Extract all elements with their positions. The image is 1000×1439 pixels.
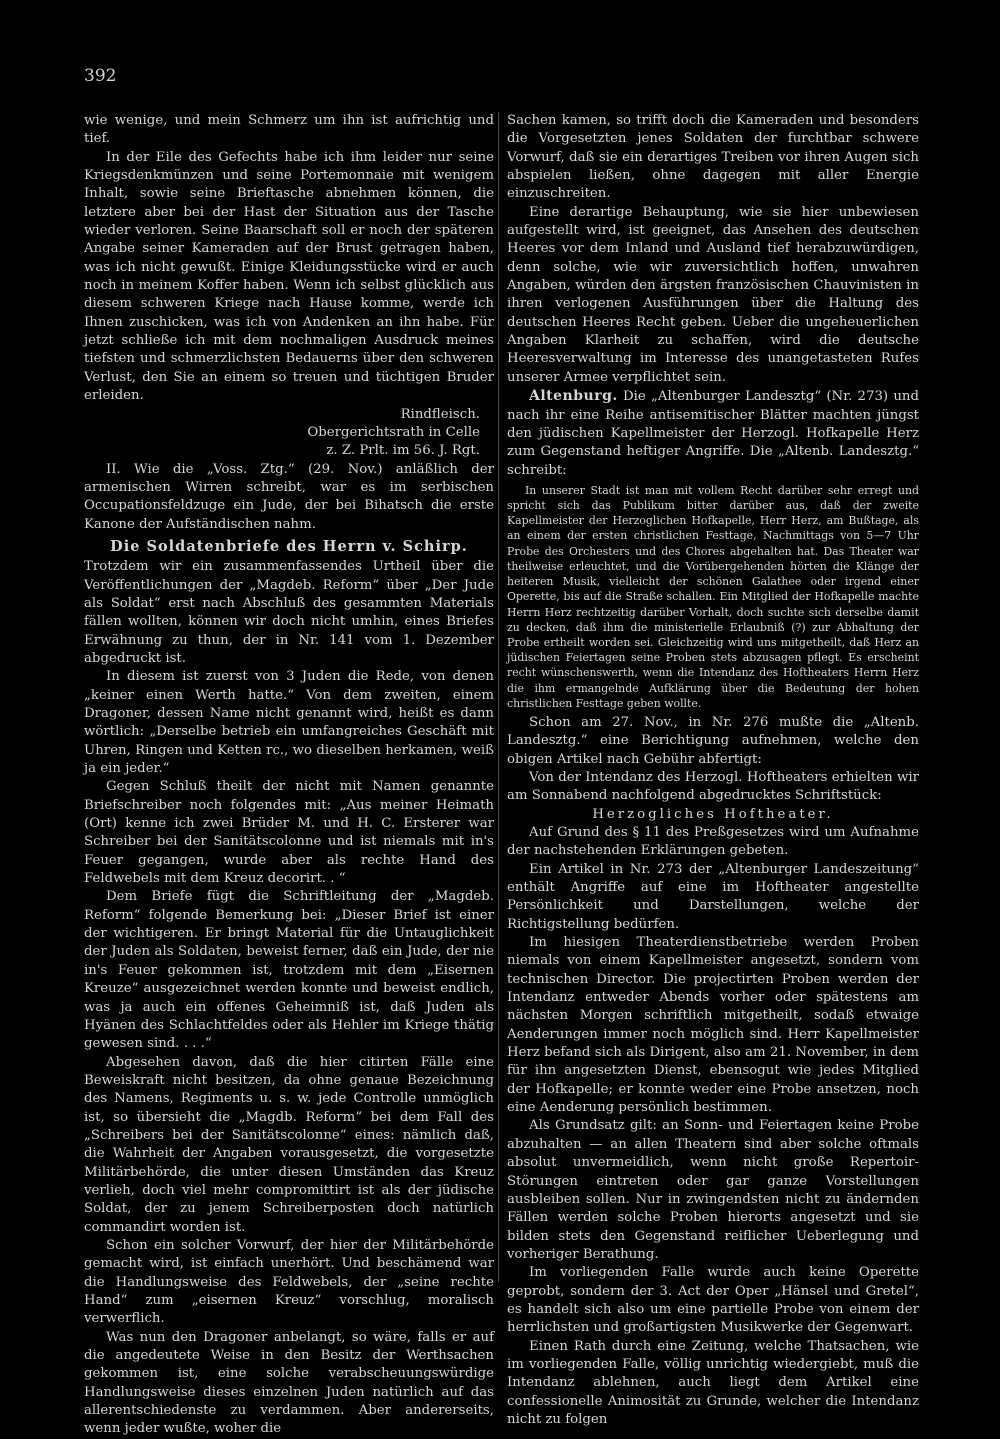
paragraph: Eine derartige Behauptung, wie sie hier unbewiesen aufgestellt wird, ist geeignet, das Ansehen des deutschen Heeres vor dem Inland und Ausland tief herabzuwürdigen, denn solche, wie wir zuversichtlich hoffen, unwahren Angaben, würden den ärgsten französischen Chauvinisten in ihren verlogenen Ausführungen über die Haltung des deutschen Heeres Recht geben. Ueber die ungeheuerlichen Angaben Klarheit zu schaffen, wird die deutsche Heeresverwaltung im Interesse des unangetasteten Rufes unserer Armee verpflichtet sein.: [507, 204, 919, 385]
paragraph: Ein Artikel in Nr. 273 der „Altenburger Landeszeitung“ enthält Angriffe auf eine im Hoftheater angestellte Persönlichkeit und Darstellungen, welche der Richtigstellung bedürfen.: [507, 861, 919, 932]
paragraph: Schon ein solcher Vorwurf, der hier der Militärbehörde gemacht wird, ist einfach unerhört. Und beschämend war die Handlungsweise des Feldwebels, der „seine rechte Hand“ zum „eisernen Kreuz“ vorschlug, moralisch verwerflich.: [84, 1237, 494, 1327]
paragraph: Auf Grund des § 11 des Preßgesetzes wird um Aufnahme der nachstehenden Erklärungen gebeten.: [507, 824, 919, 859]
signature-rank: z. Z. Prlt. im 56. J. Rgt.: [326, 443, 480, 459]
paragraph: Schon am 27. Nov., in Nr. 276 mußte die „Altenb. Landesztg.“ eine Berichtigung aufnehmen, welche den obigen Artikel nach Gebühr abfertigt:: [507, 714, 919, 767]
paragraph: Gegen Schluß theilt der nicht mit Namen genannte Briefschreiber noch folgendes mit: „Aus meiner Heimath (Ort) kenne ich zwei Brüder M. und H. C. Ersterer war Schreiber bei der Sanitätscolonne und ist niemals mit in's Feuer gegangen, wurde aber als rechte Hand des Feldwebels mit dem Kreuz decorirt. . “: [84, 779, 494, 887]
paragraph-text: Die „Altenburger Landesztg“ (Nr. 273) und nach ihr eine Reihe antisemitischer Blätter machten jüngst den jüdischen Kapellmeister der Herzogl. Hofkapelle Herz zum Gegenstand heftiger Angriffe. Die „Altenb. Landesztg.“ schreibt:: [507, 389, 919, 478]
paragraph: wie wenige, und mein Schmerz um ihn ist aufrichtig und tief.: [84, 113, 494, 147]
paragraph: Im vorliegenden Falle wurde auch keine Operette geprobt, sondern der 3. Act der Oper „Hänsel und Gretel“, es handelt sich also um eine partielle Probe von einem der herrlichsten und großartigsten Musikwerke der Gegenwart.: [507, 1265, 919, 1336]
paragraph: II. Wie die „Voss. Ztg.“ (29. Nov.) anläßlich der armenischen Wirren schreibt, war es im serbischen Occupationsfeldzuge ein Jude, der bei Bihatsch die erste Kanone der Aufständischen nahm.: [84, 461, 494, 532]
paragraph: Sachen kamen, so trifft doch die Kameraden und besonders die Vorgesetzten jenes Soldaten der furchtbar schwere Vorwurf, daß sie ein derartiges Treiben vor ihren Augen sich abspielen ließen, ohne dagegen mit aller Energie einzuschreiten.: [507, 113, 919, 202]
paragraph: Als Grundsatz gilt: an Sonn- und Feiertagen keine Probe abzuhalten — an allen Theatern sind aber solche oftmals absolut unvermeidlich, wenn nicht große Repertoir-Störungen eintreten oder gar ganze Vorstellungen ausbleiben sollen. Nur in zwingendsten nicht zu ändernden Fällen werden solche Proben hierorts angesetzt und sie bilden stets den Gegenstand reiflicher Ueberlegung und vorheriger Berathung.: [507, 1118, 919, 1262]
paragraph: Einen Rath durch eine Zeitung, welche Thatsachen, wie im vorliegenden Falle, völlig unrichtig wiedergiebt, muß die Intendanz ablehnen, auch liegt dem Artikel eine confessionelle Animosität zu Grunde, welcher die Intendanz nicht zu folgen: [507, 1338, 919, 1427]
article-heading: Die Soldatenbriefe des Herrn v. Schirp.: [110, 537, 468, 555]
paragraph-altenburg: [507, 387, 919, 480]
document-heading: Herzogliches Hoftheater.: [592, 806, 834, 822]
paragraph: Von der Intendanz des Herzogl. Hoftheaters erhielten wir am Sonnabend nachfolgend abgedrucktes Schriftstück:: [507, 769, 919, 804]
paragraph: Im hiesigen Theaterdienstbetriebe werden Proben niemals von einem Kapellmeister angesetzt, sondern vom technischen Director. Die projectirten Proben werden der Intendanz entweder Abends vorher oder spätestens am nächsten Morgen schriftlich mitgetheilt, sodaß etwaige Aenderungen immer noch möglich sind. Herr Kapellmeister Herz befand sich als Dirigent, also am 21. November, in dem für ihn angesetzten Dienst, ebensogut wie jedes Mitglied der Hofkapelle; er konnte weder eine Probe ansetzen, noch eine Aenderung persönlich bestimmen.: [507, 935, 919, 1116]
paragraph: Trotzdem wir ein zusammenfassendes Urtheil über die Veröffentlichungen der „Magdeb. Reform“ über „Der Jude als Soldat“ erst nach Abschluß des gesammten Materials fällen wollten, können wir doch nicht umhin, eines Briefes Erwähnung zu thun, der in Nr. 141 vom 1. Dezember abgedruckt ist.: [84, 559, 494, 666]
left-column: [84, 112, 494, 1439]
page-number: 392: [84, 66, 117, 86]
paragraph: Was nun den Dragoner anbelangt, so wäre, falls er auf die angedeutete Weise in den Besitz der Werthsachen gekommen ist, eine solche verabscheuungswürdige Handlungsweise dieses einzelnen Juden natürlich auf das allerentschiedenste zu verdammen. Aber andererseits, wenn jeder wußte, woher die: [84, 1329, 494, 1437]
quoted-article: In unserer Stadt ist man mit vollem Recht darüber sehr erregt und spricht sich das Publikum bitter darüber aus, daß der zweite Kapellmeister der Herzoglichen Hofkapelle, Herr Herz, am Bußtage, als an einem der ersten christlichen Festtage, Nachmittags von 5—7 Uhr Probe des Orchesters und des Chores abgehalten hat. Das Theater war theilweise erleuchtet, und die Vorübergehenden hörten die Klänge der heiteren Musik, vielleicht der schönen Galathee oder irgend einer Operette, bis auf die Straße schallen. Ein Mitglied der Hofkapelle machte Herrn Herz rechtzeitig darüber Vorhalt, doch suchte sich derselbe damit zu decken, daß ihm die ministerielle Erlaubniß (?) zur Abhaltung der Probe ertheilt worden sei. Gleichzeitig wird uns mitgetheilt, daß Herz an jüdischen Feiertagen seine Proben stets abzusagen pflegt. Es erscheint recht wünschenswerth, wenn die Intendanz des Hoftheaters Herrn Herz die ihm ermangelnde Aufklärung über die Bedeutung der hohen christlichen Festtage geben wollte.: [507, 483, 919, 710]
lead-word: Altenburg.: [529, 388, 618, 405]
right-column: [507, 112, 919, 1429]
paragraph: In diesem ist zuerst von 3 Juden die Rede, von denen „keiner einen Werth hatte.“ Von dem zweiten, einem Dragoner, dessen Name nicht genannt wird, heißt es dann wörtlich: „Derselbe betrieb ein umfangreiches Geschäft mit Uhren, Ringen und Ketten rc., wo dieselben herkamen, weiß ja ein jeder.“: [84, 669, 494, 777]
signature-name: Rindfleisch.: [400, 406, 480, 422]
column-divider: [498, 112, 499, 1282]
signature-title: Obergerichtsrath in Celle: [307, 424, 480, 440]
paragraph: Abgesehen davon, daß die hier citirten Fälle eine Beweiskraft nicht besitzen, da ohne genaue Bezeichnung des Namens, Regiments u. s. w. jede Controlle unmöglich ist, so übersieht die „Magdb. Reform“ bei dem Fall des „Schreibers bei der Sanitätscolonne“ eines: nämlich daß, die Wahrheit der Angaben vorausgesetzt, die vorgesetzte Militärbehörde, die unter diesen Umständen das Kreuz verlieh, doch viel mehr compromittirt ist als der jüdische Soldat, der zu jenem Schreiberposten doch natürlich commandirt worden ist.: [84, 1054, 494, 1235]
paragraph: Dem Briefe fügt die Schriftleitung der „Magdeb. Reform“ folgende Bemerkung bei: „Dieser Brief ist einer der wichtigeren. Er bringt Material für die Untauglichkeit der Juden als Soldaten, beweist ferner, daß ein Jude, der nie in's Feuer gekommen ist, trotzdem mit dem „Eisernen Kreuze“ ausgezeichnet werden konnte und beweist endlich, was ja auch ein offenes Geheimniß ist, daß Juden als Hyänen des Schlachtfeldes oder als Hehler im Kriege thätig gewesen sind. . . .“: [84, 889, 494, 1052]
signature-block: [84, 406, 494, 461]
paragraph: In der Eile des Gefechts habe ich ihm leider nur seine Kriegsdenkmünzen und seine Portemonnaie mit wenigem Inhalt, sowie seine Brieftasche abnehmen können, die letztere aber bei der Hast der Situation aus der Tasche wieder verloren. Seine Baarschaft soll er noch der späteren Angabe seiner Kameraden auf der Brust getragen haben, was ich nicht gewußt. Einige Kleidungsstücke wird er auch noch in meinem Koffer haben. Wenn ich selbst glücklich aus diesem schweren Kriege nach Hause komme, werde ich Ihnen zuschicken, was ich von Andenken an ihn habe. Für jetzt schließe ich mit dem nochmaligen Ausdruck meines tiefsten und schmerzlichsten Bedauerns über den schweren Verlust, den Sie an einem so treuen und tüchtigen Bruder erleiden.: [84, 149, 494, 404]
